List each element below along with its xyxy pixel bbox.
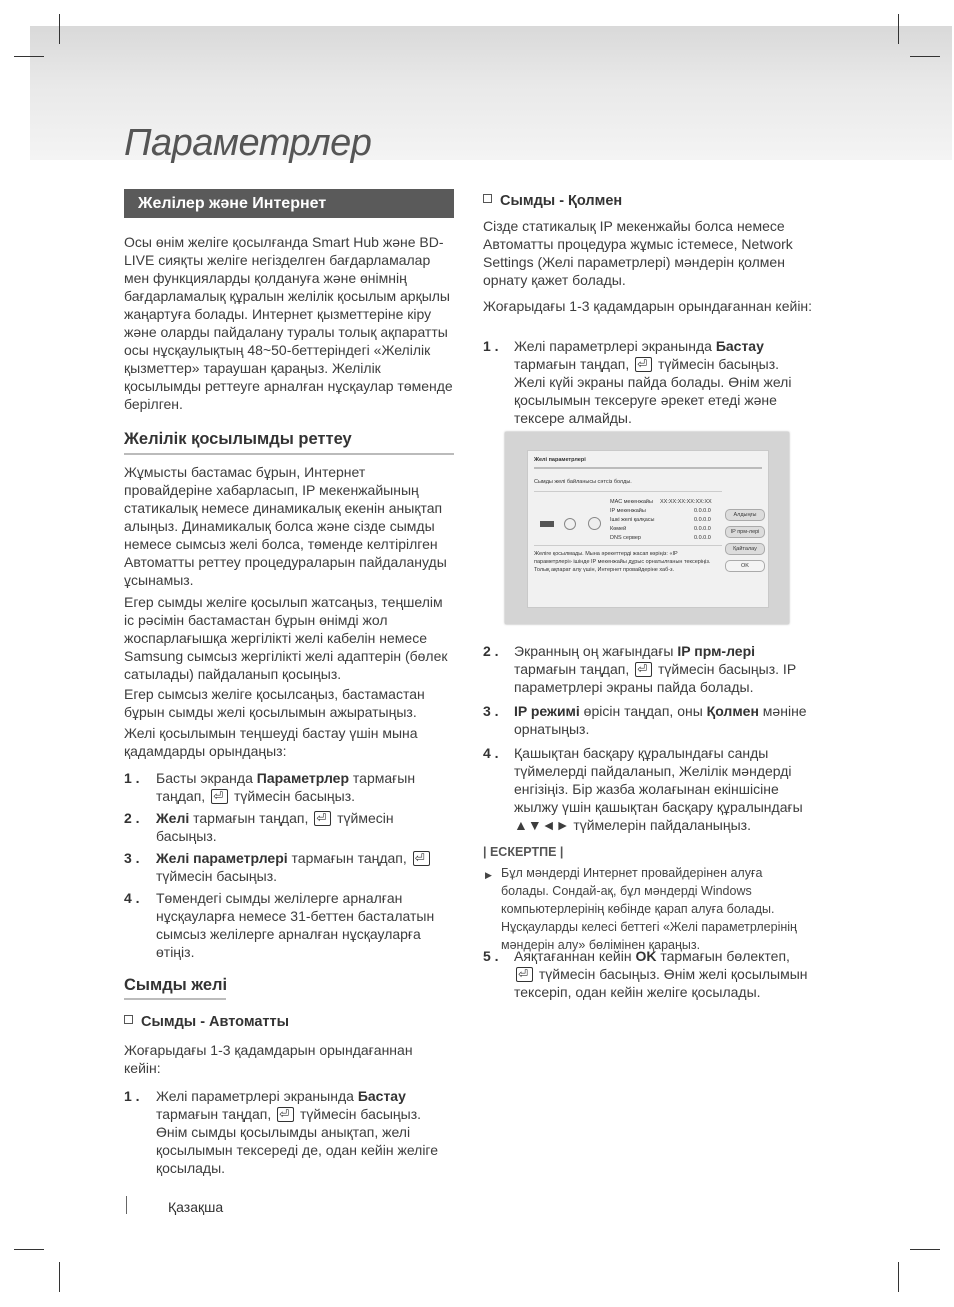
enter-icon (635, 662, 652, 677)
crop-mark (59, 1262, 60, 1292)
page-title: Параметрлер (124, 122, 372, 164)
screen-row-value: 0.0.0.0 (694, 535, 711, 541)
auto-step-1: Желі параметрлері экранында Бастау тармағын таңдап, ⏎ түймесін басыңыз. Өнім сымды қосылымды анықтап, желі қосылымын тексереді де, одан кейін желіге қосылады. (156, 1087, 456, 1177)
screen-row-label: Көмей (610, 526, 627, 532)
manual-step-2: Экранның оң жағындағы IP прм-лері тармағын таңдап, ⏎ түймесін басыңыз. IP параметрлері экраны пайда болады. (514, 642, 814, 696)
step-4: Төмендегі сымды желілерге арналған нұсқауларға немесе 31-беттен басталатын сымсыз желілерге арналған нұсқауларға өтіңіз. (156, 890, 435, 960)
enter-icon (516, 967, 533, 982)
screen-row-label: IP мекенжайы (610, 508, 646, 514)
step-number: 2 . (483, 643, 499, 659)
note-arrow-icon: ▶ (485, 870, 492, 880)
heading-wired-manual: Сымды - Қолмен (483, 193, 622, 209)
enter-icon (211, 789, 228, 804)
note-label: | ЕСКЕРТПЕ | (483, 845, 564, 859)
crop-mark (898, 14, 899, 44)
step-number: 1 . (124, 770, 140, 786)
screen-divider (534, 491, 722, 492)
crop-mark (14, 56, 44, 57)
screen-row-value: 0.0.0.0 (694, 517, 711, 523)
paragraph-4: Желі қосылымын теңшеуді бастау үшін мына қадамдарды орындаңыз: (124, 725, 418, 759)
crop-mark (898, 1262, 899, 1292)
step-1: Басты экранда Параметрлер тармағын таңдап, ⏎ түймесін басыңыз. (156, 769, 456, 805)
manual-paragraph-1: Сізде статикалық IP мекенжайы болса немесе Автоматты процедура жұмыс істемесе, Network Settings (Желі параметрлері) мәндерін қолмен орнату қажет болады. (483, 218, 793, 288)
device-icon (540, 521, 554, 527)
heading-rule (124, 453, 454, 455)
manual-step-5: Аяқтағаннан кейін OK тармағын бөлектеп, ⏎ түймесін басыңыз. Өнім желі қосылымын тексеріп, одан кейін желіге қосылады. (514, 947, 814, 1001)
step-number: 3 . (483, 703, 499, 719)
screen-progress-bar (534, 467, 762, 469)
manual-step-4: Қашықтан басқару құралындағы санды түймелерді пайдаланып, Желілік мәндерді енгізіңіз. Бір жазба жолағынан екіншісіне жылжу үшін қашықтан басқару құралындағы ▲▼◄► түймелерін пайдаланыңыз. (514, 745, 803, 833)
ip-settings-button[interactable]: IP прм-лері (725, 526, 765, 538)
paragraph-2: Егер сымды желіге қосылып жатсаңыз, теңшелім іс рәсімін бастамастан бұрын өнімді жол жоспарлағышқа жергілікті желі кабелін немесе Samsung сымсыз жергілікті желі адаптерін (бөлек сатылады) пайдаланып қосыңыз. (124, 594, 448, 682)
step-number: 2 . (124, 810, 140, 826)
checkbox-bullet-icon (483, 194, 492, 203)
enter-icon (635, 357, 652, 372)
enter-icon (277, 1107, 294, 1122)
previous-button[interactable]: Алдыңғы (725, 509, 765, 521)
screen-message: Желіге қосылмады. Мына әрекеттерді жасап көріңіз: «IP параметрлері» ішінде IP мекенжайы дұрыс орнатылғанын тексеріңіз. Толық ақпарат алу үшін, Интернет провайдеріне хаб-з. (534, 551, 711, 573)
ok-button[interactable]: OK (725, 560, 765, 572)
paragraph-1: Жұмысты бастамас бұрын, Интернет провайдеріне хабарласып, IP мекенжайының статикалық немесе динамикалық екенін анықтап алыңыз. Динамикалық болса және сізде сымды немесе сымсыз желі болса, төменде келтірілген Автоматты реттеу процедураларын пайдалануды ұсынамыз. (124, 464, 447, 588)
screen-title: Желі параметрлері (534, 457, 586, 463)
crop-mark (910, 1249, 940, 1250)
screen-row-label: MAC мекенжайы (610, 499, 653, 505)
checkbox-bullet-icon (124, 1015, 133, 1024)
footer-language: Қазақша (168, 1199, 224, 1215)
screen-row-value: XX:XX:XX:XX:XX:XX (660, 499, 712, 505)
heading-network-setup: Желілік қосылымды реттеу (124, 430, 352, 448)
paragraph-3: Егер сымсыз желіге қосылсаңыз, бастамастан бұрын сымды желі қосылымын ажыратыңыз. (124, 686, 425, 720)
footer-divider (126, 1196, 127, 1214)
intro-text: Осы өнім желіге қосылғанда Smart Hub және BD-LIVE сияқты желіге негізделген бағдарламалар мен функцияларды қолдануға және өнімнің бағдарламалық құралын желілік қосылым арқылы жаңартуға болады. Интернет қызметтеріне кіру және оларды пайдалану туралы толық ақпаратты осы нұсқаулықтың 48~50-беттеріндегі «Желілік қызметтер» тараушан қараңыз. Желілік қосылымды реттеуге арналған нұсқаулар төменде берілген. (124, 234, 453, 412)
screen-divider (534, 545, 722, 546)
screen-row-value: 0.0.0.0 (694, 508, 711, 514)
screen-panel (527, 450, 769, 608)
step-number: 4 . (124, 890, 140, 906)
manual-step-3: IP режимі өрісін таңдап, оны Қолмен мәніне орнатыңыз. (514, 703, 807, 737)
router-icon (564, 518, 576, 530)
step-number: 1 . (483, 338, 499, 354)
manual-step-1: Желі параметрлері экранында Бастау тармағын таңдап, ⏎ түймесін басыңыз. Желі күйі экраны пайда болады. Өнім желі қосылымын тексеруге әрекет етеді және тексере алмайды. (514, 337, 814, 427)
auto-intro: Жоғарыдағы 1-3 қадамдарын орындағаннан кейін: (124, 1042, 413, 1076)
heading-wired-auto: Сымды - Автоматты (124, 1014, 289, 1030)
step-number: 5 . (483, 948, 499, 964)
heading-wired: Сымды желі (124, 976, 228, 994)
enter-icon (413, 851, 430, 866)
section-title: Желілер және Интернет (124, 189, 454, 218)
screen-row-label: DNS сервер (610, 535, 641, 541)
screen-row-value: 0.0.0.0 (694, 526, 711, 532)
step-number: 1 . (124, 1088, 140, 1104)
enter-icon (314, 811, 331, 826)
crop-mark (14, 1249, 44, 1250)
crop-mark (59, 14, 60, 44)
screen-row-label: Ішкі желі қалқасы (610, 517, 655, 523)
crop-mark (910, 56, 940, 57)
manual-paragraph-2: Жоғарыдағы 1-3 қадамдарын орындағаннан кейін: (483, 298, 813, 314)
step-2: Желі тармағын таңдап, ⏎ түймесін басыңыз. (156, 809, 456, 845)
screen-status: Сымды желі байланысы сәтсіз болды. (534, 479, 632, 485)
heading-rule (124, 998, 226, 1000)
retry-button[interactable]: Қайталау (725, 543, 765, 555)
step-number: 4 . (483, 745, 499, 761)
step-number: 3 . (124, 850, 140, 866)
globe-icon (588, 517, 601, 530)
network-settings-screenshot (505, 432, 789, 624)
note-text: Бұл мәндерді Интернет провайдерінен алуға болады. Сондай-ақ, бұл мәндерді Windows компьютерлерінің көбінде қарап алуға болады. Нұсқауларды келесі беттегі «Желі параметрлерінің мәндерін алу» бөлімінен қараңыз. (501, 866, 797, 952)
step-3: Желі параметрлері тармағын таңдап, ⏎ түймесін басыңыз. (156, 849, 456, 885)
